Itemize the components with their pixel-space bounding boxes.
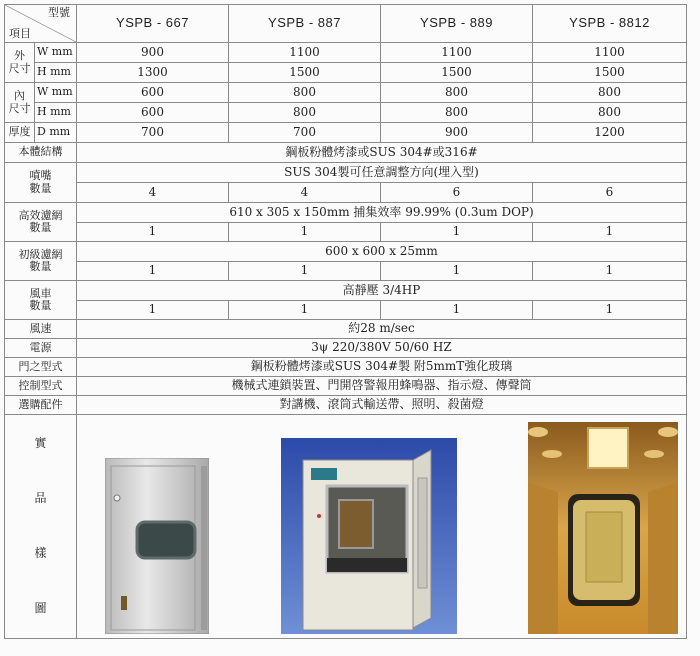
table-cell: 800 <box>229 83 381 103</box>
fan-label-b: 數量 <box>29 299 52 312</box>
product-photo-installed-room <box>528 422 678 634</box>
table-cell: 1200 <box>533 123 687 143</box>
thickness-row <box>5 123 687 143</box>
table-cell: 800 <box>533 103 687 123</box>
air-speed-row <box>5 320 687 339</box>
table-cell: 1100 <box>229 43 381 63</box>
table-cell: 1100 <box>533 43 687 63</box>
header-corner-cell <box>5 5 77 43</box>
corner-model-label: 型號 <box>48 6 70 19</box>
nozzle-label-b: 數量 <box>29 181 52 195</box>
photo-label-cell <box>5 415 77 639</box>
table-cell: 800 <box>229 103 381 123</box>
prefilter-label-a: 初級濾網 <box>18 247 63 261</box>
options-value: 對講機、滾筒式輸送帶、照明、殺菌燈 <box>77 396 687 415</box>
nozzle-qty-row <box>5 183 687 203</box>
nozzle-desc-row <box>5 163 687 183</box>
options-row <box>5 396 687 415</box>
nozzle-label <box>5 163 77 203</box>
table-cell: 6 <box>381 183 533 203</box>
table-cell: 1 <box>77 262 229 281</box>
door-type-row <box>5 358 687 377</box>
power-label: 電源 <box>5 339 77 358</box>
table-cell: 1 <box>381 301 533 320</box>
inner-h-unit: H mm <box>35 103 77 123</box>
fan-desc: 高靜壓 3/4HP <box>77 281 687 301</box>
table-cell: 800 <box>381 103 533 123</box>
fan-desc-row <box>5 281 687 301</box>
inner-width-row <box>5 83 687 103</box>
table-cell: 6 <box>533 183 687 203</box>
inner-label-a: 內 <box>14 89 25 103</box>
door-type-label: 門之型式 <box>5 358 77 377</box>
prefilter-label-b: 數量 <box>29 260 52 273</box>
power-row <box>5 339 687 358</box>
table-cell: 4 <box>77 183 229 203</box>
table-cell: 1 <box>229 223 381 242</box>
product-photo-open-cabinet <box>281 438 457 634</box>
fan-qty-row <box>5 301 687 320</box>
body-structure-value: 鋼板粉體烤漆或SUS 304#或316# <box>77 143 687 163</box>
header-row <box>5 5 687 43</box>
options-label: 選購配件 <box>5 396 77 415</box>
inner-label-b: 尺寸 <box>8 101 31 115</box>
table-cell: 700 <box>229 123 381 143</box>
spec-table <box>4 4 687 639</box>
air-speed-value: 約28 m/sec <box>77 320 687 339</box>
photo-label-char: 圖 <box>34 601 47 616</box>
control-type-label: 控制型式 <box>5 377 77 396</box>
table-cell: 4 <box>229 183 381 203</box>
outer-w-unit: W mm <box>35 43 77 63</box>
table-cell: 1 <box>533 262 687 281</box>
fan-label-a: 風車 <box>29 286 52 300</box>
photo-row <box>5 415 687 639</box>
hepa-label <box>5 203 77 242</box>
table-cell: 1 <box>381 223 533 242</box>
photo-label-char: 實 <box>34 436 47 451</box>
hepa-desc-row <box>5 203 687 223</box>
outer-label-b: 尺寸 <box>8 61 31 75</box>
prefilter-label <box>5 242 77 281</box>
body-structure-row <box>5 143 687 163</box>
table-cell: 600 <box>77 103 229 123</box>
inner-w-unit: W mm <box>35 83 77 103</box>
nozzle-desc: SUS 304製可任意調整方向(埋入型) <box>77 163 687 183</box>
table-cell: 900 <box>77 43 229 63</box>
control-type-value: 機械式連鎖裝置、門開啓警報用蜂鳴器、指示燈、傳聲筒 <box>77 377 687 396</box>
power-value: 3ψ 220/380V 50/60 HZ <box>77 339 687 358</box>
table-cell: 1 <box>229 262 381 281</box>
door-type-value: 鋼板粉體烤漆或SUS 304#製 附5mmT強化玻璃 <box>77 358 687 377</box>
prefilter-qty-row <box>5 262 687 281</box>
table-cell: 1 <box>229 301 381 320</box>
outer-label-a: 外 <box>14 49 25 63</box>
table-cell: 800 <box>533 83 687 103</box>
hepa-label-a: 高效濾網 <box>18 208 63 222</box>
prefilter-desc: 600 x 600 x 25mm <box>77 242 687 262</box>
outer-height-row <box>5 63 687 83</box>
outer-width-row <box>5 43 687 63</box>
table-cell: 800 <box>381 83 533 103</box>
table-cell: 1 <box>77 301 229 320</box>
table-cell: 900 <box>381 123 533 143</box>
outer-size-label <box>5 43 35 83</box>
hepa-label-b: 數量 <box>29 221 52 234</box>
table-cell: 1 <box>381 262 533 281</box>
corner-item-label: 項目 <box>9 26 31 40</box>
body-structure-label: 本體結構 <box>5 143 77 163</box>
model-header: YSPB - 887 <box>229 5 381 43</box>
hepa-qty-row <box>5 223 687 242</box>
table-cell: 1500 <box>533 63 687 83</box>
table-cell: 1300 <box>77 63 229 83</box>
fan-label <box>5 281 77 320</box>
table-cell: 1100 <box>381 43 533 63</box>
photo-label-char: 樣 <box>34 546 47 561</box>
control-type-row <box>5 377 687 396</box>
product-photo-stainless <box>105 458 209 634</box>
prefilter-desc-row <box>5 242 687 262</box>
nozzle-label-a: 噴嘴 <box>29 169 52 183</box>
inner-size-label <box>5 83 35 123</box>
table-cell: 1500 <box>229 63 381 83</box>
photo-area <box>77 415 687 639</box>
photo-label-char: 品 <box>34 491 47 506</box>
model-header: YSPB - 889 <box>381 5 533 43</box>
table-cell: 1 <box>533 301 687 320</box>
air-speed-label: 風速 <box>5 320 77 339</box>
table-cell: 1 <box>533 223 687 242</box>
table-cell: 600 <box>77 83 229 103</box>
outer-h-unit: H mm <box>35 63 77 83</box>
thickness-unit: D mm <box>35 123 77 143</box>
table-cell: 700 <box>77 123 229 143</box>
hepa-desc: 610 x 305 x 150mm 捕集效率 99.99% (0.3um DOP) <box>77 203 687 223</box>
model-header: YSPB - 667 <box>77 5 229 43</box>
inner-height-row <box>5 103 687 123</box>
model-header: YSPB - 8812 <box>533 5 687 43</box>
table-cell: 1500 <box>381 63 533 83</box>
table-cell: 1 <box>77 223 229 242</box>
thickness-label: 厚度 <box>5 123 35 143</box>
